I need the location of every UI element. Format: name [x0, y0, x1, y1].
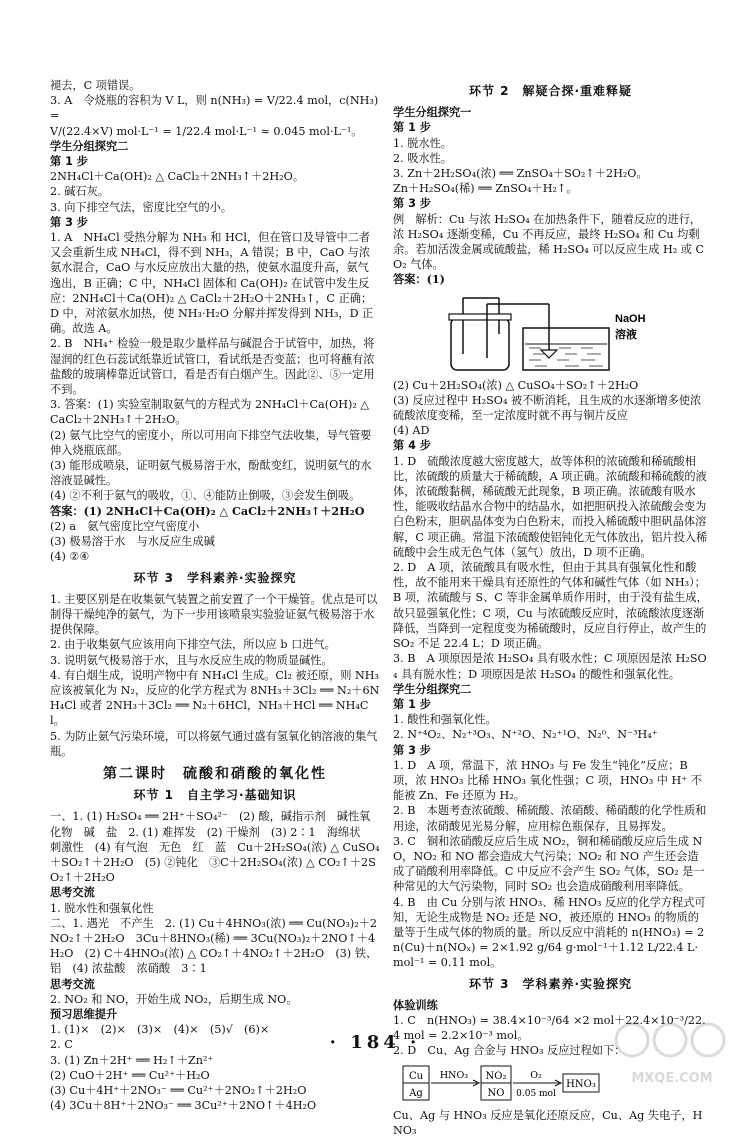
text-line: 3. (1) Zn＋2H⁺ ══ H₂↑＋Zn²⁺ [50, 1053, 214, 1067]
text-line: (2) Cu＋2H₂SO₄(浓) △ CuSO₄＋SO₂↑＋2H₂O [393, 378, 639, 392]
right-column-part-a [393, 84, 708, 288]
flow-box2-top: NO₂ [485, 1070, 506, 1082]
text-line: 第 1 步 [393, 697, 431, 711]
text-line: 3. A 令烧瓶的容积为 V L，则 n(NH₃) = V/22.4 mol，c(NH₃) = [50, 94, 379, 123]
flow-arrow2-sub: 0.05 mol [515, 1088, 556, 1099]
text-line: (4) AD [393, 424, 430, 438]
text-line: 第 3 步 [50, 215, 88, 229]
text-line: 4. B 由 Cu 分别与浓 HNO₃、稀 HNO₃ 反应的化学方程式可知，无论生成物是 NO₂ 还是 NO，被还原的 HNO₃ 的物质的量等于生成气体的物质的量。所以反应中消耗的 n(HNO₃) = 2n(Cu)＋n(NOₓ) = 2×1.92 g/64 g·mol⁻¹＋1.12 L/22.4 L·mol⁻¹ = 0.11 mol。 [393, 895, 706, 970]
text-line: 思考交流 [50, 977, 95, 991]
flow-box1-bottom: Ag [408, 1087, 423, 1099]
section-heading: 环节 3 学科素养·实验探究 [468, 976, 633, 991]
page-number: · 184 · [329, 1032, 421, 1053]
text-line: 2. NO₂ 和 NO，开始生成 NO₂，后期生成 NO。 [50, 992, 298, 1006]
left-column [50, 78, 380, 1113]
text-line: 答案：(1) 2NH₄Cl＋Ca(OH)₂ △ CaCl₂＋2NH₃↑＋2H₂O [50, 503, 365, 518]
text-line: 2. B NH₄⁺ 检验一般是取少量样品与碱混合于试管中，加热，将湿润的红色石蕊试纸靠近试管口，看试纸是否变蓝；也可将蘸有浓盐酸的玻璃棒靠近试管口，看是否有白烟产生。因此②、⑤一定用不到。 [50, 337, 375, 397]
text-line: 2. C [50, 1038, 73, 1052]
text-line: 体验训练 [393, 998, 438, 1012]
naoh-label: NaOH [614, 312, 646, 325]
text-line: (2) 氨气比空气的密度小，所以可用向下排空气法收集，导气管要伸入烧瓶底部。 [50, 428, 372, 457]
text-line: 第 3 步 [393, 743, 431, 757]
text-line: 3. 向下排空气法，密度比空气的小。 [50, 200, 233, 214]
text-line: 1. 酸性和强氧化性。 [393, 713, 497, 727]
text-line: 3. B A 项原因是浓 H₂SO₄ 具有吸水性；C 项原因是浓 H₂SO₄ 具有脱水性；D 项原因是浓 H₂SO₄ 的酸性和强氧化性。 [393, 652, 707, 681]
text-line: 2NH₄Cl＋Ca(OH)₂ △ CaCl₂＋2NH₃↑＋2H₂O。 [50, 170, 305, 184]
text-line: 二、1. 遇光 不产生 2. (1) Cu＋4HNO₃(浓) ══ Cu(NO₃)₂＋2NO₂↑＋2H₂O 3Cu＋8HNO₃(稀) ══ 3Cu(NO₃)₂＋2NO↑＋4H₂O (2) C＋4HNO₃(浓) △ CO₂↑＋4NO₂↑＋2H₂O (3) 铁、铝 (4) 浓盐酸 浓硝酸 3∶1 [50, 916, 378, 976]
text-line: 褪去，C 项错误。 [50, 79, 141, 92]
text-line: 预习思维提升 [50, 1007, 118, 1021]
text-line: (2) CuO＋2H⁺ ══ Cu²⁺＋H₂O [50, 1068, 210, 1082]
text-line: (4) ②④ [50, 550, 90, 564]
section-heading: 环节 3 学科素养·实验探究 [133, 570, 297, 585]
text-line: 学生分组探究二 [50, 139, 129, 153]
text-line: (4) 3Cu＋8H⁺＋2NO₃⁻ ══ 3Cu²⁺＋2NO↑＋4H₂O [50, 1099, 317, 1113]
text-line: 1. 脱水性。 [393, 136, 452, 150]
flow-box3: HNO₃ [565, 1078, 596, 1090]
text-line: 第 3 步 [393, 197, 431, 211]
flow-arrow2-label: O₂ [529, 1069, 542, 1081]
text-line: 3. C 铜和浓硝酸反应后生成 NO₂，铜和稀硝酸反应后生成 NO，NO₂ 和 NO 都会造成大气污染；NO₂ 和 NO 产生还会造成了硝酸利用率降低。C 中反应不会产生 SO₂ 气体，SO₂ 是一种常见的大气污染物，同时 SO₂ 也会造成硝酸利用率降低。 [393, 834, 705, 894]
right-column-part-c [393, 1108, 708, 1138]
section-heading: 环节 2 解疑合探·重难释疑 [468, 84, 633, 98]
text-line: 2. 由于收集氨气应该用向下排空气法，所以应 b 口进气。 [50, 638, 336, 652]
text-line: 1. D 硫酸浓度越大密度越大，故等体积的浓硫酸和稀硫酸相比，浓硫酸的质量大于稀硫酸，A 项正确。浓硫酸和稀硫酸的液体，浓硫酸黏稠，稀硫酸无此现象，B 项正确。浓硫酸有吸水性，能吸收结晶水合物中的结晶水，如把胆矾投入浓硫酸会变为白色粉末，胆矾晶体变为白色粉末，而投入稀硫酸中胆矾晶体溶解，C 项正确。常温下浓硫酸使铝钝化无气体放出，铝片投入稀硫酸中会生成无色气体（氢气）放出，D 项不正确。 [393, 454, 708, 559]
text-line: 1. 脱水性和强氧化性 [50, 901, 154, 915]
text-line: 2. 碱石灰。 [50, 185, 109, 199]
solution-label: 溶液 [614, 327, 637, 341]
watermark-logo [612, 1010, 732, 1088]
text-line: 3. Zn＋2H₂SO₄(浓) ══ ZnSO₄＋SO₂↑＋2H₂O。 [393, 167, 648, 181]
text-line: 1. D A 项，常温下，浓 HNO₃ 与 Fe 发生“钝化”反应；B 项，浓 HNO₃ 比稀 HNO₃ 氧化性强；C 项，HNO₃ 中 H⁺ 不能被 Zn、Fe 还原为 H₂。 [393, 758, 702, 803]
text-line: Zn＋H₂SO₄(稀) ══ ZnSO₄＋H₂↑。 [393, 182, 578, 196]
flow-box1-top: Cu [408, 1070, 423, 1082]
text-line: 第 4 步 [393, 439, 431, 453]
text-line: 一、1. (1) H₂SO₄ ══ 2H⁺＋SO₄²⁻ (2) 酸，碱指示剂 碱性氧化物 碱 盐 2. (1) 难挥发 (2) 干燥剂 (3) 2∶1 海绵状 刺激性 (4) 有气泡 无色 红 蓝 Cu＋2H₂SO₄(浓) △ CuSO₄＋SO₂↑＋2H₂O (5) ②钝化 ③C＋2H₂SO₄(浓) △ CO₂↑＋2SO₂↑＋2H₂O [50, 810, 380, 885]
text-line: (3) Cu＋4H⁺＋2NO₃⁻ ══ Cu²⁺＋2NO₂↑＋2H₂O [50, 1084, 307, 1097]
right-column [393, 78, 708, 1138]
watermark-text: MXQE.COM [631, 1071, 713, 1086]
gas-absorption-apparatus [441, 292, 661, 374]
text-line: 2. N⁺⁴O₂、N₂⁺³O₃、N⁺²O、N₂⁺¹O、N₂⁰、N⁻³H₄⁺ [393, 728, 658, 742]
text-line: 思考交流 [50, 886, 95, 900]
text-line: (3) 反应过程中 H₂SO₄ 被不断消耗，且生成的水逐渐增多使浓硫酸浓度变稀，至一定浓度时就不再与铜片反应 [393, 393, 702, 423]
text-line: 1. C n(HNO₃) = 38.4×10⁻³/64 ×2 mol＋22.4×10⁻³/22.4 mol = 2.2×10⁻³ mol。 [393, 1013, 706, 1043]
apparatus-figure [393, 292, 708, 374]
right-column-part-b [393, 378, 708, 1059]
text-line: 1. (1)× (2)× (3)× (4)× (5)√ (6)× [50, 1023, 270, 1037]
flow-box2-bottom: NO [487, 1087, 504, 1099]
section-heading: 环节 1 自主学习·基础知识 [133, 788, 297, 803]
text-line: 2. D Cu、Ag 合金与 HNO₃ 反应过程如下： [393, 1044, 626, 1058]
text-line: 答案：(1) [393, 272, 445, 287]
text-line: 2. D A 项，浓硫酸具有吸水性，但由于其具有强氧化性和酸性，故不能用来干燥具有还原性的气体和碱性气体（如 NH₃）；B 项，浓硫酸与 S、C 等非金属单质作用时，由于没有盐生成，故只显强氧化性；C 项，Cu 与浓硫酸反应时，浓硫酸浓度逐渐降低，当降到一定程度变为稀硫酸时，反应自行停止，故产生的 SO₂ 不足 22.4 L；D 项正确。 [393, 561, 708, 651]
text-line: V/(22.4×V) mol·L⁻¹ = 1/22.4 mol·L⁻¹ ≈ 0.045 mol·L⁻¹。 [50, 124, 363, 138]
text-line: (3) 极易溶于水 与水反应生成碱 [50, 535, 215, 549]
text-line: 3. 答案：(1) 实验室制取氨气的方程式为 2NH₄Cl＋Ca(OH)₂ △ CaCl₂＋2NH₃↑＋2H₂O。 [50, 398, 370, 427]
section-heading: 第二课时 硫酸和硝酸的氧化性 [103, 765, 327, 782]
flow-arrow1-label: HNO₃ [439, 1069, 468, 1081]
text-line: 第 1 步 [393, 121, 431, 135]
text-line: 2. 吸水性。 [393, 151, 452, 165]
text-line: 1. 主要区别是在收集氨气装置之前安置了一个干燥管。优点是可以制得干燥纯净的氨气，为下一步用该喷泉实验验证氨气极易溶于水提供保障。 [50, 592, 378, 637]
text-line: 学生分组探究一 [393, 106, 472, 120]
text-line: 3. 说明氨气极易溶于水，且与水反应生成的物质显碱性。 [50, 653, 333, 667]
text-line: (4) ②不利于氨气的吸收，①、④能防止倒吸，③会发生倒吸。 [50, 489, 361, 503]
text-line: Cu、Ag 与 HNO₃ 反应是氧化还原反应，Cu、Ag 失电子，HNO₃ [393, 1108, 703, 1137]
text-line: 4. 有白烟生成，说明产物中有 NH₄Cl 生成。Cl₂ 被还原，则 NH₃ 应该被氧化为 N₂，反应的化学方程式为 8NH₃＋3Cl₂ ══ N₂＋6NH₄Cl 或者 2NH₃＋3Cl₂ ══ N₂＋6HCl，NH₃＋HCl ══ NH₄Cl。 [50, 668, 380, 728]
text-line: 第 1 步 [50, 155, 88, 169]
text-line: 2. B 本题考查浓硫酸、稀硫酸、浓硝酸、稀硝酸的化学性质和用途，浓硝酸见光易分解，应用棕色瓶保存，且易挥发。 [393, 804, 707, 833]
text-line: 学生分组探究二 [393, 682, 472, 696]
text-line: 例 解析：Cu 与浓 H₂SO₄ 在加热条件下，随着反应的进行，浓 H₂SO₄ 逐渐变稀，Cu 不再反应，最终 H₂SO₄ 和 Cu 均剩余。若加活泼金属或硫酸盐，稀 H₂SO₄ 可以反应生成 H₂ 或 CO₂ 气体。 [393, 212, 705, 272]
text-line: (2) a 氨气密度比空气密度小 [50, 519, 200, 533]
text-line: 1. A NH₄Cl 受热分解为 NH₃ 和 HCl，但在管口及导管中二者又会重新生成 NH₄Cl，得不到 NH₃，A 错误；B 中，CaO 与浓氨水混合，CaO 与水反应放出大量的热，使氨水温度升高，氨气逸出，B 正确；C 中，NH₄Cl 固体和 Ca(OH)₂ 在试管中发生反应：2NH₄Cl＋Ca(OH)₂ △ CaCl₂＋2H₂O＋2NH₃↑，C 正确；D 中，对浓氨水加热，使 NH₃·H₂O 分解并挥发得到 NH₃，D 正确。故选 A。 [50, 231, 374, 336]
text-line: 5. 为防止氨气污染环境，可以将氨气通过盛有氢氧化钠溶液的集气瓶。 [50, 729, 378, 758]
text-line: (3) 能形成喷泉，证明氨气极易溶于水，酚酞变红，说明氨气的水溶液显碱性。 [50, 459, 372, 488]
